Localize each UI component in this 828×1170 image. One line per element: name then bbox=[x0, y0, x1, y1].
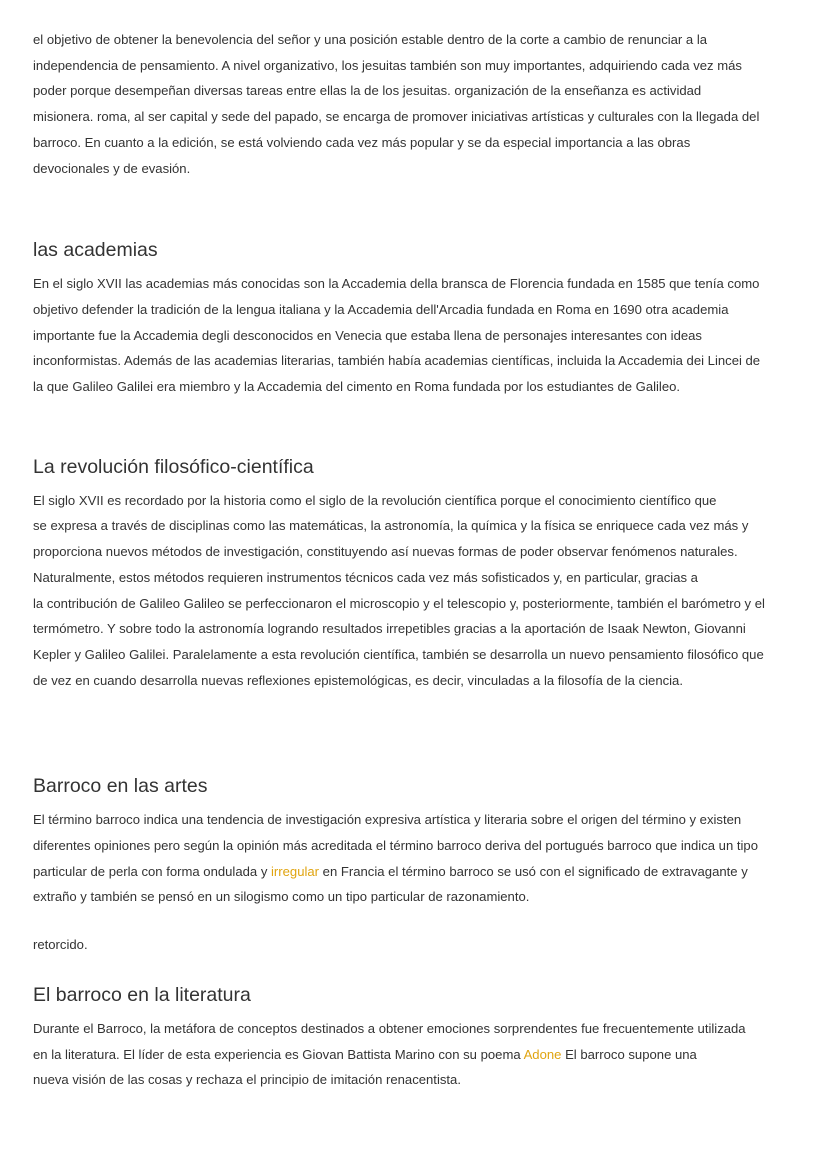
barroco-literatura-line bbox=[33, 1042, 778, 1068]
barroco-artes-line: diferentes opiniones pero según la opinión más acreditada el término barroco deriva del portugués barroco que indica un tipo bbox=[33, 838, 758, 854]
academias-line: objetivo defender la tradición de la lengua italiana y la Accademia dell'Arcadia fundada en Roma en 1690 otra academia bbox=[33, 301, 729, 317]
barroco-artes-line: extraño y también se pensó en un silogismo como un tipo particular de razonamiento. bbox=[33, 889, 530, 905]
retorcido-text: retorcido. bbox=[33, 937, 88, 953]
barroco-artes-text: en Francia el término barroco se usó con el significado de extravagante y bbox=[319, 863, 748, 879]
intro-line: devocionales y de evasión. bbox=[33, 160, 191, 176]
academias-paragraph bbox=[33, 271, 778, 400]
revolucion-line: se expresa a través de disciplinas como las matemáticas, la astronomía, la química y la física se enriquece cada vez más y bbox=[33, 518, 749, 534]
barroco-artes-line bbox=[33, 859, 778, 885]
academias-line: importante fue la Accademia degli desconocidos en Venecia que estaba llena de personajes interesantes con ideas bbox=[33, 327, 702, 343]
intro-line: misionera. roma, al ser capital y sede del papado, se encarga de promover iniciativas artísticas y culturales con la llegada del bbox=[33, 109, 760, 125]
revolucion-line: termómetro. Y sobre todo la astronomía logrando resultados irrepetibles gracias a la aportación de Isaak Newton, Giovanni bbox=[33, 621, 746, 637]
barroco-literatura-line: Durante el Barroco, la metáfora de conceptos destinados a obtener emociones sorprendentes fue frecuentemente utilizada bbox=[33, 1020, 746, 1036]
revolucion-line: proporciona nuevos métodos de investigación, constituyendo así nuevas formas de poder observar fenómenos naturales. bbox=[33, 544, 738, 560]
section-title-academias: las academias bbox=[33, 239, 158, 262]
academias-line: En el siglo XVII las academias más conocidas son la Accademia della bransca de Florencia fundada en 1585 que tenía como bbox=[33, 276, 760, 292]
intro-line: el objetivo de obtener la benevolencia del señor y una posición estable dentro de la corte a cambio de renunciar a la bbox=[33, 32, 708, 47]
barroco-artes-text: particular de perla con forma ondulada y bbox=[33, 863, 272, 879]
section-title-barroco-artes: Barroco en las artes bbox=[33, 775, 208, 798]
barroco-literatura-line: nueva visión de las cosas y rechaza el principio de imitación renacentista. bbox=[33, 1072, 461, 1088]
irregular-link[interactable]: irregular bbox=[271, 863, 320, 879]
revolucion-line: de vez en cuando desarrolla nuevas reflexiones epistemológicas, es decir, vinculadas a la filosofía de la ciencia. bbox=[33, 672, 683, 688]
intro-line: poder porque desempeñan diversas tareas entre ellas la de los jesuitas. organización de la enseñanza es actividad bbox=[33, 83, 702, 99]
adone-link[interactable]: Adone bbox=[523, 1046, 562, 1062]
barroco-literatura-text: en la literatura. El líder de esta experiencia es Giovan Battista Marino con su poema bbox=[33, 1046, 524, 1062]
barroco-literatura-paragraph bbox=[33, 1016, 778, 1093]
intro-line: independencia de pensamiento. A nivel organizativo, los jesuitas también son muy importantes, adquiriendo cada vez más bbox=[33, 57, 742, 73]
revolucion-paragraph bbox=[33, 488, 778, 694]
revolucion-line: la contribución de Galileo Galileo se perfeccionaron el microscopio y el telescopio y, posteriormente, también el barómetro y el bbox=[33, 595, 765, 611]
academias-line: inconformistas. Además de las academias literarias, también había academias científicas, incluida la Accademia dei Lincei de bbox=[33, 353, 761, 369]
barroco-artes-paragraph bbox=[33, 807, 778, 910]
section-title-revolucion: La revolución filosófico-científica bbox=[33, 455, 314, 478]
barroco-artes-line: El término barroco indica una tendencia de investigación expresiva artística y literaria sobre el origen del término y existen bbox=[33, 812, 742, 828]
revolucion-line: Kepler y Galileo Galilei. Paralelamente a esta revolución científica, también se desarrolla un nuevo pensamiento filosófico que bbox=[33, 646, 764, 662]
academias-line: la que Galileo Galilei era miembro y la Accademia del cimento en Roma fundada por los estudiantes de Galileo. bbox=[33, 379, 681, 395]
intro-paragraph bbox=[33, 27, 778, 181]
revolucion-line: Naturalmente, estos métodos requieren instrumentos técnicos cada vez más sofisticados y, en particular, gracias a bbox=[33, 569, 698, 585]
section-title-barroco-literatura: El barroco en la literatura bbox=[33, 983, 251, 1006]
document-page bbox=[33, 27, 778, 1093]
revolucion-line: El siglo XVII es recordado por la historia como el siglo de la revolución científica porque el conocimiento científico que bbox=[33, 492, 717, 508]
barroco-literatura-text: El barroco supone una bbox=[561, 1046, 697, 1062]
intro-line: barroco. En cuanto a la edición, se está volviendo cada vez más popular y se da especial importancia a las obras bbox=[33, 134, 691, 150]
